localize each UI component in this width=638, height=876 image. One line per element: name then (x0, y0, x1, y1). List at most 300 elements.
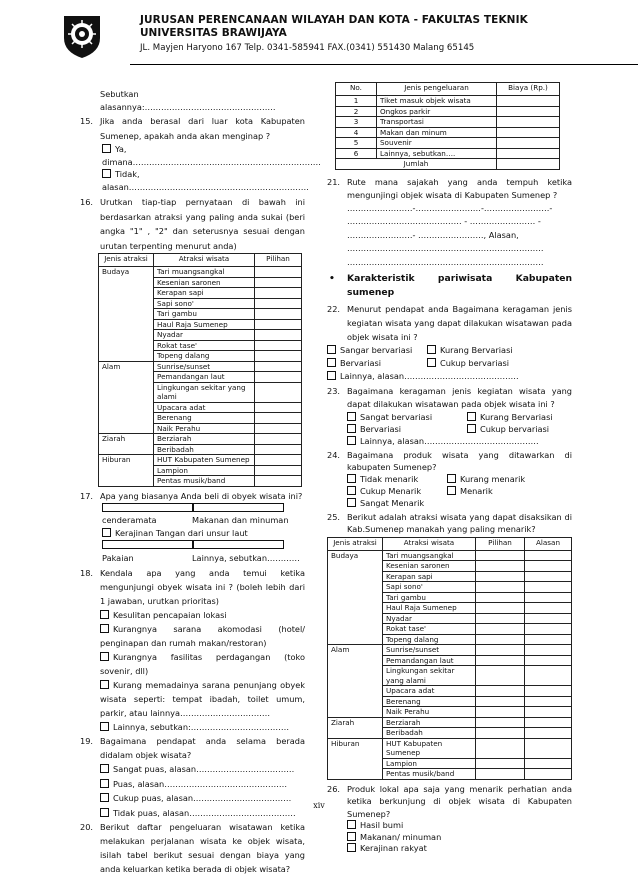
checkbox-icon[interactable] (347, 424, 356, 433)
option-label: Kerajinan rakyat (360, 843, 427, 853)
checkbox-icon[interactable] (100, 624, 109, 633)
attraction-name-cell: Tari muangsangkal (383, 550, 476, 561)
attraction-name-cell: Topeng dalang (154, 351, 255, 362)
attraction-name-cell: Pentas musik/band (154, 476, 255, 487)
option-accommodation[interactable] (100, 622, 305, 650)
checkbox-icon[interactable] (102, 503, 194, 512)
checkbox-icon[interactable] (347, 832, 356, 841)
option-row (80, 502, 305, 527)
attraction-ranking-table (98, 253, 302, 487)
choice-cell[interactable] (255, 277, 302, 288)
expense-no-cell: 3 (336, 117, 377, 128)
checkbox-icon[interactable] (192, 540, 284, 549)
choice-cell[interactable] (255, 455, 302, 466)
choice-cell[interactable] (476, 728, 525, 739)
option-label: Kesulitan pencapaian lokasi (113, 610, 227, 620)
question-number: 19. (80, 736, 94, 746)
choice-cell[interactable] (255, 298, 302, 309)
expense-item-cell: Lainnya, sebutkan…. (377, 148, 497, 159)
question-text: Rute mana sajakah yang anda tempuh ketika mengunjingi objek wisata di Kabupaten Sumenep ? (347, 176, 572, 200)
checkbox-icon[interactable] (347, 820, 356, 829)
letterhead (60, 12, 580, 74)
col-header-type: Jenis atraksi (328, 537, 383, 550)
attraction-type-cell: Ziarah (328, 717, 383, 738)
checkbox-icon[interactable] (102, 528, 111, 537)
university-name: UNIVERSITAS BRAWIJAYA (140, 27, 287, 39)
reason-cell[interactable] (525, 645, 572, 656)
page-number: xiv (313, 801, 325, 810)
option-varied[interactable] (327, 357, 427, 370)
option-label: Kurangnya fasilitas perdagangan (toko sovenir, dll) (100, 652, 305, 676)
reason-cell[interactable] (525, 769, 572, 780)
table-row (99, 267, 302, 278)
attraction-name-cell: Kesenian saronen (154, 277, 255, 288)
choice-cell[interactable] (476, 634, 525, 645)
choice-cell[interactable] (255, 330, 302, 341)
reason-cell[interactable] (525, 634, 572, 645)
option-varied[interactable] (347, 423, 467, 435)
option-row (80, 539, 305, 564)
reason-cell[interactable] (525, 655, 572, 666)
question-text: Bagaimana pendapat anda selama berada didalam objek wisata? (100, 736, 305, 760)
attraction-name-cell: Berenang (154, 413, 255, 424)
checkbox-icon[interactable] (100, 680, 109, 689)
option-label: Tidak puas, alasan………………………………… (113, 807, 296, 818)
attraction-name-cell: Nyadar (154, 330, 255, 341)
table-row (328, 717, 572, 728)
option-label: Sangat bervariasi (360, 411, 433, 422)
option-satisfied[interactable] (100, 777, 305, 792)
attraction-type-cell: Hiburan (99, 455, 154, 487)
attraction-type-cell: Hiburan (328, 738, 383, 779)
expense-row (336, 127, 560, 138)
choice-cell[interactable] (255, 402, 302, 413)
checkbox-icon[interactable] (347, 486, 356, 495)
col-header-attraction: Atraksi wisata (383, 537, 476, 550)
question-18 (80, 566, 305, 608)
attraction-name-cell: Tari gambu (383, 592, 476, 603)
checkbox-icon[interactable] (467, 412, 476, 421)
reason-cell[interactable] (525, 561, 572, 572)
department-name: JURUSAN PERENCANAAN WILAYAH DAN KOTA - FAKULTAS TEKNIK (140, 14, 528, 26)
col-header-cost: Biaya (Rp.) (497, 83, 560, 96)
attraction-preference-table (327, 537, 572, 780)
checkbox-icon[interactable] (100, 652, 109, 661)
question-23 (327, 385, 572, 411)
option-trade[interactable] (100, 650, 305, 678)
checkbox-icon[interactable] (347, 412, 356, 421)
attraction-name-cell: Kerapan sapi (383, 571, 476, 582)
choice-cell[interactable] (476, 613, 525, 624)
choice-cell[interactable] (476, 571, 525, 582)
intro-reason-line: alasannya:………………………………………… (100, 102, 276, 112)
reason-cell[interactable] (525, 624, 572, 635)
option-food[interactable] (192, 502, 305, 527)
reason-cell[interactable] (525, 603, 572, 614)
question-number: 25. (327, 511, 341, 522)
attraction-name-cell: HUT Kabupaten Sumenep (154, 455, 255, 466)
attraction-name-cell: Lingkungan sekitar yang alami (154, 382, 255, 402)
expense-cost-cell[interactable] (497, 138, 560, 149)
question-25 (327, 511, 572, 535)
checkbox-icon[interactable] (100, 722, 109, 731)
question-number: 15. (80, 116, 94, 126)
expense-no-cell: 2 (336, 106, 377, 117)
reason-cell[interactable] (525, 696, 572, 707)
option-label: Cukup bervariasi (440, 357, 510, 368)
expense-item-cell: Souvenir (377, 138, 497, 149)
col-header-no: No. (336, 83, 377, 96)
choice-cell[interactable] (476, 592, 525, 603)
checkbox-icon[interactable] (347, 498, 356, 507)
choice-cell[interactable] (255, 444, 302, 455)
option-label: Lainnya, alasan…………………………………… (340, 370, 519, 381)
checkbox-icon[interactable] (427, 358, 436, 367)
option-very-attractive[interactable] (347, 497, 572, 509)
question-number: 23. (327, 385, 341, 396)
reason-cell[interactable] (525, 613, 572, 624)
attraction-name-cell: Sapi sono' (154, 298, 255, 309)
option-less-varied[interactable] (467, 411, 553, 423)
attraction-name-cell: Sunrise/sunset (154, 361, 255, 372)
university-logo (60, 12, 104, 60)
option-attractive[interactable] (447, 485, 493, 497)
attraction-type-cell: Ziarah (99, 434, 154, 455)
question-number: 26. (327, 783, 341, 794)
option-label: Cukup Menarik (360, 485, 422, 496)
question-text: Berikut adalah atraksi wisata yang dapat disaksikan di Kab.Sumenep manakah yang paling menarik? (347, 511, 572, 534)
attraction-name-cell: Haul Raja Sumenep (383, 603, 476, 614)
option-label: Cukup puas, alasan……………………………… (113, 793, 292, 803)
choice-cell[interactable] (255, 340, 302, 351)
col-header-type: Jenis atraksi (99, 254, 154, 267)
expense-item-cell: Makan dan minum (377, 127, 497, 138)
checkbox-icon[interactable] (427, 345, 436, 354)
reason-cell[interactable] (525, 738, 572, 758)
expense-row (336, 138, 560, 149)
reason-cell[interactable] (525, 758, 572, 769)
attraction-name-cell: Kerapan sapi (154, 288, 255, 299)
question-22 (327, 302, 572, 344)
option-very-satisfied[interactable] (100, 762, 305, 777)
attraction-name-cell: Haul Raja Sumenep (154, 319, 255, 330)
question-17 (80, 490, 305, 502)
heading-word: pariwisata (437, 273, 493, 284)
intro-text: Sebutkan (100, 89, 139, 99)
question-text: Urutkan tiap-tiap pernyataan di bawah ini berdasarkan atraksi yang paling anda sukai (beri angka "1" , "2" dan seterusnya sesuai dengan urutan terpenting menurut anda) (100, 197, 305, 251)
attraction-type-cell: Alam (99, 361, 154, 434)
attraction-name-cell: Lampion (154, 465, 255, 476)
choice-cell[interactable] (255, 372, 302, 383)
col-header-reason: Alasan (525, 537, 572, 550)
choice-cell[interactable] (476, 686, 525, 697)
checkbox-icon[interactable] (467, 424, 476, 433)
option-handicraft[interactable] (80, 527, 305, 540)
question-number: 22. (327, 303, 341, 314)
choice-cell[interactable] (255, 423, 302, 434)
route-line: ……………………………………………………………… (347, 256, 544, 267)
table-row (328, 550, 572, 561)
route-line: ……………………-……………………-……………………- (347, 202, 553, 213)
section-heading-cont: sumenep (347, 286, 395, 298)
option-label: Bervariasi (340, 357, 382, 368)
question-text: Bagaimana keragaman jenis kegiatan wisata yang dapat dilakukan wisatawan pada objek wisata ini ? (347, 385, 572, 409)
choice-cell[interactable] (255, 382, 302, 402)
col-header-expense: Jenis pengeluaran (377, 83, 497, 96)
bullet-icon: • (329, 273, 335, 284)
expense-row (336, 106, 560, 117)
choice-cell[interactable] (255, 361, 302, 372)
choice-cell[interactable] (476, 717, 525, 728)
attraction-name-cell: Naik Perahu (154, 423, 255, 434)
option-label: Cukup bervariasi (480, 423, 550, 434)
option-very-varied[interactable] (327, 344, 427, 357)
option-label: Kerajinan Tangan dari unsur laut (115, 527, 248, 538)
choice-cell[interactable] (255, 351, 302, 362)
attraction-type-cell: Budaya (99, 267, 154, 362)
attraction-name-cell: Sunrise/sunset (383, 645, 476, 656)
expense-no-cell: 5 (336, 138, 377, 149)
attraction-name-cell: Berziarah (383, 717, 476, 728)
attraction-name-cell: Berenang (383, 696, 476, 707)
attraction-name-cell: HUT Kabupaten Sumenep (383, 738, 476, 758)
attraction-name-cell: Beribadah (383, 728, 476, 739)
option-very-varied[interactable] (347, 411, 467, 423)
question-number: 17. (80, 490, 94, 501)
route-line: ……………………………………………………………… (347, 243, 544, 253)
attraction-name-cell: Rokat tase' (383, 624, 476, 635)
expense-table (335, 82, 560, 170)
option-fairly-varied[interactable] (427, 357, 509, 370)
expense-item-cell: Ongkos parkir (377, 106, 497, 117)
reason-cell[interactable] (525, 592, 572, 603)
option-less-varied[interactable] (427, 344, 513, 357)
option-label: Lainnya, sebutkan………… (192, 552, 300, 563)
attraction-name-cell: Tari gambu (154, 309, 255, 320)
option-label: Kurang Bervariasi (480, 411, 553, 422)
attraction-type-cell: Budaya (328, 550, 383, 645)
col-header-choice: Pilihan (476, 537, 525, 550)
choice-cell[interactable] (255, 434, 302, 445)
choice-cell[interactable] (476, 561, 525, 572)
section-heading (327, 272, 572, 287)
total-cost-cell[interactable] (497, 159, 560, 170)
choice-cell[interactable] (255, 319, 302, 330)
expense-no-cell: 1 (336, 96, 377, 107)
heading-word: Karakteristik (347, 273, 415, 284)
option-facilities[interactable] (100, 678, 305, 720)
option-fairly-varied[interactable] (467, 423, 549, 435)
choice-cell[interactable] (255, 413, 302, 424)
expense-row (336, 117, 560, 128)
route-line: …………………………………… - …………………… - (347, 216, 541, 226)
checkbox-icon[interactable] (327, 358, 336, 367)
question-number: 24. (327, 449, 341, 460)
question-text: Kendala apa yang anda temui ketika mengunjungi obyek wisata ini ? (boleh lebih dari 1 jawaban, urutkan prioritas) (100, 568, 305, 606)
checkbox-icon[interactable] (102, 169, 111, 178)
question-number: 18. (80, 568, 94, 578)
attraction-name-cell: Lampion (383, 758, 476, 769)
checkbox-icon[interactable] (100, 764, 109, 773)
table-row (328, 738, 572, 758)
choice-cell[interactable] (476, 624, 525, 635)
route-answer-lines[interactable] (327, 202, 572, 270)
attraction-name-cell: Upacara adat (383, 686, 476, 697)
choice-cell[interactable] (255, 465, 302, 476)
choice-cell[interactable] (255, 288, 302, 299)
choice-cell[interactable] (476, 769, 525, 780)
option-no[interactable] (80, 168, 309, 193)
question-text: Menurut pendapat anda Bagaimana keragaman jenis kegiatan wisata yang dapat dilakukan wisatawan pada objek wisata ini ? (347, 303, 572, 342)
option-label: cenderamata (102, 515, 157, 525)
expense-item-cell: Tiket masuk objek wisata (377, 96, 497, 107)
checkbox-icon[interactable] (327, 371, 336, 380)
choice-cell[interactable] (476, 758, 525, 769)
address-line: JL. Mayjen Haryono 167 Telp. 0341-585941 FAX.(0341) 551430 Malang 65145 (140, 43, 475, 53)
option-label: Hasil bumi (360, 820, 404, 830)
option-label: Ya, dimana…………………………………………………………… (102, 144, 321, 167)
checkbox-icon[interactable] (447, 486, 456, 495)
option-other[interactable] (327, 370, 572, 383)
choice-cell[interactable] (255, 476, 302, 487)
checkbox-icon[interactable] (100, 779, 109, 788)
question-20 (80, 820, 305, 876)
option-label: Kurang memadainya sarana penunjang obyek wisata seperti: tempat ibadah, toilet umum, parkir, atau lainnya…………………………… (100, 680, 305, 718)
expense-cost-cell[interactable] (497, 127, 560, 138)
attraction-name-cell: Topeng dalang (383, 634, 476, 645)
reason-cell[interactable] (525, 666, 572, 686)
option-yes[interactable] (80, 143, 321, 168)
checkbox-icon[interactable] (447, 474, 456, 483)
option-label: Sangar bervariasi (340, 344, 413, 355)
expense-cost-cell[interactable] (497, 148, 560, 159)
table-row (99, 361, 302, 372)
choice-cell[interactable] (476, 738, 525, 758)
expense-cost-cell[interactable] (497, 106, 560, 117)
reason-cell[interactable] (525, 717, 572, 728)
expense-row (336, 96, 560, 107)
choice-cell[interactable] (255, 309, 302, 320)
question-19 (80, 734, 305, 762)
option-label: Bervariasi (360, 423, 402, 434)
option-label: Lainnya, sebutkan:……………………………… (113, 722, 290, 732)
table-row (99, 455, 302, 466)
choice-cell[interactable] (476, 582, 525, 593)
option-other[interactable] (347, 435, 572, 447)
choice-cell[interactable] (255, 267, 302, 278)
col-header-choice: Pilihan (255, 254, 302, 267)
checkbox-icon[interactable] (327, 345, 336, 354)
choice-cell[interactable] (476, 707, 525, 718)
attraction-name-cell: Naik Perahu (383, 707, 476, 718)
table-row (328, 645, 572, 656)
attraction-name-cell: Beribadah (154, 444, 255, 455)
question-text: Apa yang biasanya Anda beli di obyek wisata ini? (100, 490, 303, 501)
option-label: Menarik (460, 485, 493, 496)
option-less-attractive[interactable] (447, 473, 525, 485)
question-number: 20. (80, 822, 94, 832)
question-21 (327, 176, 572, 202)
option-not-attractive[interactable] (347, 473, 447, 485)
choice-cell[interactable] (476, 696, 525, 707)
option-label: Puas, alasan……………………………………… (113, 778, 288, 789)
option-label: Sangat puas, alasan……………………………… (113, 764, 295, 774)
option-food-drink[interactable] (347, 832, 572, 844)
choice-cell[interactable] (476, 550, 525, 561)
reason-cell[interactable] (525, 582, 572, 593)
attraction-type-cell: Alam (328, 645, 383, 718)
reason-cell[interactable] (525, 571, 572, 582)
attraction-name-cell: Pentas musik/band (383, 769, 476, 780)
attraction-name-cell: Berziarah (154, 434, 255, 445)
expense-cost-cell[interactable] (497, 117, 560, 128)
checkbox-icon[interactable] (347, 474, 356, 483)
reason-cell[interactable] (525, 686, 572, 697)
option-other[interactable] (192, 539, 305, 564)
choice-cell[interactable] (476, 666, 525, 686)
option-label: Makanan dan minuman (192, 515, 289, 525)
option-access[interactable] (100, 608, 305, 622)
reason-cell[interactable] (525, 728, 572, 739)
question-text: Jika anda berasal dari luar kota Kabupaten Sumenep, apakah anda akan menginap ? (100, 116, 305, 141)
question-text: Berikut daftar pengeluaran wisatawan ketika melakukan perjalanan wisata ke objek wisata, isilah tabel berikut sesuai dengan biaya yang anda keluarkan ketika berada di objek wisata? (100, 822, 305, 874)
checkbox-icon[interactable] (100, 610, 109, 619)
checkbox-icon[interactable] (102, 540, 194, 549)
option-label: Pakaian (102, 552, 134, 563)
option-fairly-attractive[interactable] (347, 485, 447, 497)
header-divider (130, 64, 638, 65)
attraction-name-cell: Tari muangsangkal (154, 267, 255, 278)
choice-cell[interactable] (476, 655, 525, 666)
right-column (327, 83, 572, 855)
option-label: Tidak, alasan………………………………………………………… (102, 169, 309, 192)
expense-row (336, 148, 560, 159)
expense-no-cell: 4 (336, 127, 377, 138)
checkbox-icon[interactable] (347, 436, 356, 445)
option-label: Tidak menarik (360, 473, 419, 484)
question-text: Produk lokal apa saja yang menarik perhatian anda ketika berkunjung di objek wisata di Kabupaten Sumenep? (347, 783, 572, 819)
question-16 (80, 195, 305, 253)
option-label: Makanan/ minuman (360, 831, 442, 842)
col-header-attraction: Atraksi wisata (154, 254, 255, 267)
reason-cell[interactable] (525, 707, 572, 718)
option-label: Kurang Bervariasi (440, 344, 513, 355)
reason-cell[interactable] (525, 550, 572, 561)
option-label: Lainnya, alasan…………………………………… (360, 435, 539, 446)
option-label: Kurangnya sarana akomodasi (hotel/ penginapan dan rumah makan/restoran) (100, 624, 305, 648)
option-label: Kurang menarik (460, 473, 526, 484)
choice-cell[interactable] (476, 645, 525, 656)
expense-item-cell: Transportasi (377, 117, 497, 128)
option-souvenir[interactable] (102, 502, 192, 527)
heading-word: Kabupaten (515, 273, 572, 284)
option-handicrafts[interactable] (347, 843, 572, 855)
expense-total-row (336, 159, 560, 170)
checkbox-icon[interactable] (192, 503, 284, 512)
attraction-name-cell: Pemandangan laut (154, 372, 255, 383)
attraction-name-cell: Kesenian saronen (383, 561, 476, 572)
attraction-name-cell: Upacara adat (154, 402, 255, 413)
expense-cost-cell[interactable] (497, 96, 560, 107)
table-row (99, 434, 302, 445)
checkbox-icon[interactable] (102, 144, 111, 153)
attraction-name-cell: Sapi sono' (383, 582, 476, 593)
checkbox-icon[interactable] (347, 843, 356, 852)
question-15 (80, 114, 305, 143)
choice-cell[interactable] (476, 603, 525, 614)
option-other[interactable] (100, 720, 305, 734)
option-clothing[interactable] (102, 539, 192, 564)
